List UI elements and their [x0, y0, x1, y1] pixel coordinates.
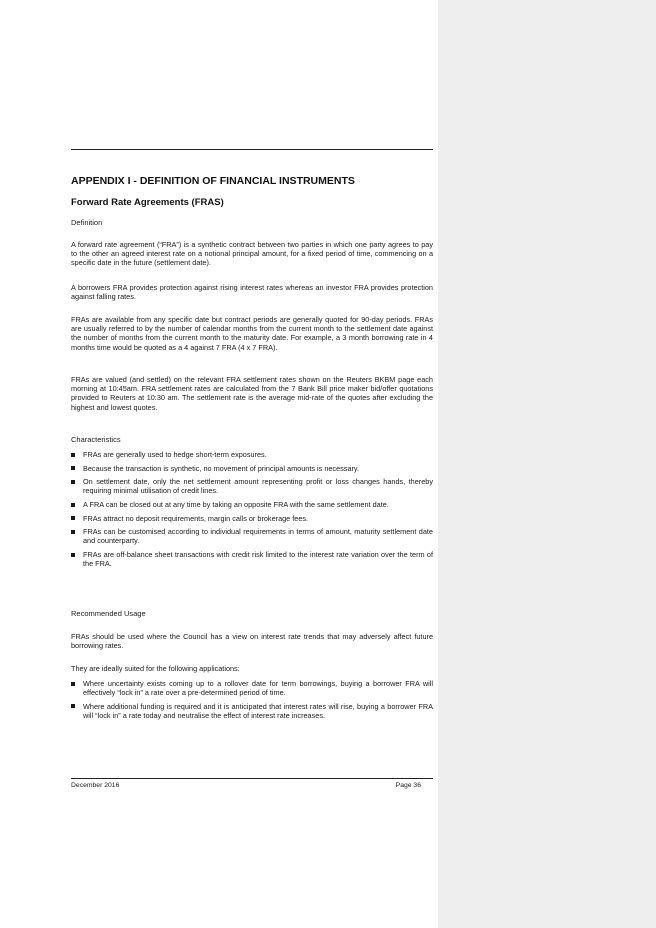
bullet-square-icon [71, 530, 75, 534]
recommended-usage-lead: They are ideally suited for the following applications: [71, 664, 240, 673]
definition-paragraph-4: FRAs are valued (and settled) on the relevant FRA settlement rates shown on the Reuters BKBM page each morning at 10:45am. FRA settlement rates are calculated from the 7 Bank Bill price maker bid/offer quotations provided to Reuters at 10:30 am. The settlement rate is the average mid-rate of the quotes after excluding the highest and lowest quotes. [71, 375, 433, 412]
document-page [71, 0, 433, 928]
recommended-usage-heading: Recommended Usage [71, 609, 146, 618]
list-item: FRAs are off-balance sheet transactions with credit risk limited to the interest rate variation over the term of the FRA. [71, 550, 433, 568]
bullet-square-icon [71, 553, 75, 557]
bullet-square-icon [71, 480, 75, 484]
list-item: Where uncertainty exists coming up to a rollover date for term borrowings, buying a borrower FRA will effectively “lock in” a rate over a pre-determined period of time. [71, 679, 433, 697]
definition-paragraph-3: FRAs are available from any specific date but contract periods are generally quoted for 90-day periods. FRAs are usually referred to by the number of calendar months from the current month to the settlement date against the number of months from the current month to the maturity date. For example, a 3 month borrowing rate in 4 months time would be quoted as a 4 against 7 FRA (4 x 7 FRA). [71, 315, 433, 352]
bullet-square-icon [71, 466, 75, 470]
definition-paragraph-1: A forward rate agreement (“FRA”) is a synthetic contract between two parties in which one party agrees to pay to the other an agreed interest rate on a notional principal amount, for a fixed period of time, commencing on a specific date in the future (settlement date). [71, 240, 433, 268]
footer-date: December 2016 [71, 782, 120, 789]
usage-list [71, 679, 433, 725]
list-item: FRAs are generally used to hedge short-term exposures. [71, 450, 433, 459]
section-title: Forward Rate Agreements (FRAS) [71, 197, 224, 208]
list-item: FRAs attract no deposit requirements, margin calls or brokerage fees. [71, 514, 433, 523]
list-item: FRAs can be customised according to individual requirements in terms of amount, maturity settlement date and counterparty. [71, 527, 433, 545]
appendix-title: APPENDIX I - DEFINITION OF FINANCIAL INSTRUMENTS [71, 175, 355, 187]
list-item: On settlement date, only the net settlement amount representing profit or loss changes hands, thereby requiring minimal utilisation of credit lines. [71, 477, 433, 495]
comment-margin-pane [438, 0, 656, 928]
bullet-square-icon [71, 516, 75, 520]
definition-paragraph-2: A borrowers FRA provides protection against rising interest rates whereas an investor FRA provides protection against falling rates. [71, 283, 433, 302]
bullet-square-icon [71, 503, 75, 507]
list-item: Where additional funding is required and it is anticipated that interest rates will rise, buying a borrower FRA will “lock in” a rate today and neutralise the effect of interest rate increases. [71, 702, 433, 720]
footer-page-number: Page 36 [395, 782, 421, 789]
bullet-square-icon [71, 682, 75, 686]
characteristics-list [71, 450, 433, 573]
bullet-square-icon [71, 453, 75, 457]
bullet-square-icon [71, 704, 75, 708]
header-rule [71, 149, 433, 150]
list-item: A FRA can be closed out at any time by taking an opposite FRA with the same settlement date. [71, 500, 433, 509]
footer-rule [71, 778, 433, 779]
list-item: Because the transaction is synthetic, no movement of principal amounts is necessary. [71, 464, 433, 473]
definition-heading: Definition [71, 218, 103, 227]
characteristics-heading: Characteristics [71, 435, 121, 444]
recommended-usage-intro: FRAs should be used where the Council has a view on interest rate trends that may adversely affect future borrowing rates. [71, 632, 433, 651]
